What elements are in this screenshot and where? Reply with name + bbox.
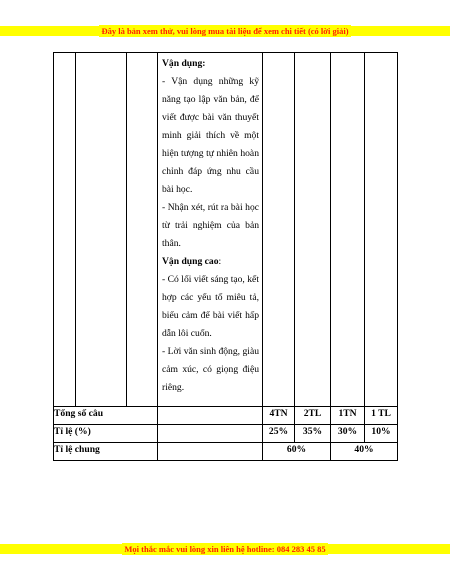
van-dung-heading: Vận dụng:: [162, 58, 206, 69]
van-dung-cao-point-1: - Có lối viết sáng tạo, kết hợp các yếu tố miêu tả, biểu cảm để bài viết hấp dẫn lôi cuốn.: [162, 274, 259, 339]
overall-label: Tỉ lệ chung: [54, 443, 158, 461]
ratio-label: Tỉ lệ (%): [54, 425, 158, 443]
cell-empty: [158, 407, 263, 425]
table-row-ratio: [54, 425, 398, 443]
ratio-value: 30%: [331, 425, 365, 443]
ratio-value: 35%: [295, 425, 331, 443]
cell-empty: [263, 53, 295, 407]
van-dung-point-2: - Nhận xét, rút ra bài học từ trải nghiệm của bản thân.: [162, 202, 259, 249]
total-value: 4TN: [263, 407, 295, 425]
ratio-value: 10%: [365, 425, 398, 443]
assessment-matrix-table: [53, 52, 398, 461]
total-value: 1TN: [331, 407, 365, 425]
table-row-overall: [54, 443, 398, 461]
overall-value: 60%: [263, 443, 331, 461]
cell-empty: [76, 53, 127, 407]
cell-empty: [365, 53, 398, 407]
cell-empty: [158, 443, 263, 461]
cell-empty: [127, 53, 158, 407]
hotline-banner: [0, 544, 450, 554]
preview-banner-text: Đây là bản xem thử, vui lòng mua tài liệu để xem chi tiết (có lời giải): [101, 26, 349, 36]
description-cell: [158, 53, 263, 407]
cell-empty: [54, 53, 76, 407]
cell-empty: [158, 425, 263, 443]
total-value: 1 TL: [365, 407, 398, 425]
cell-empty: [295, 53, 331, 407]
overall-value: 40%: [331, 443, 398, 461]
total-value: 2TL: [295, 407, 331, 425]
table-row-description: [54, 53, 398, 407]
total-label: Tổng số câu: [54, 407, 158, 425]
ratio-value: 25%: [263, 425, 295, 443]
van-dung-cao-heading: Vận dụng cao: [162, 256, 219, 267]
hotline-banner-text: Mọi thắc mắc vui lòng xin liên hệ hotline: 084 283 45 85: [124, 544, 326, 554]
van-dung-point-1: - Vận dụng những kỹ năng tạo lập văn bản, để viết được bài văn thuyết minh giải thích về một hiện tượng tự nhiên hoàn chỉnh đáp ứng nhu cầu bài học.: [162, 76, 259, 195]
cell-empty: [331, 53, 365, 407]
van-dung-cao-colon: :: [218, 256, 222, 267]
van-dung-cao-point-2: - Lời văn sinh động, giàu cảm xúc, có giọng điệu riêng.: [162, 346, 259, 393]
table-row-total: [54, 407, 398, 425]
preview-banner: [0, 26, 450, 36]
